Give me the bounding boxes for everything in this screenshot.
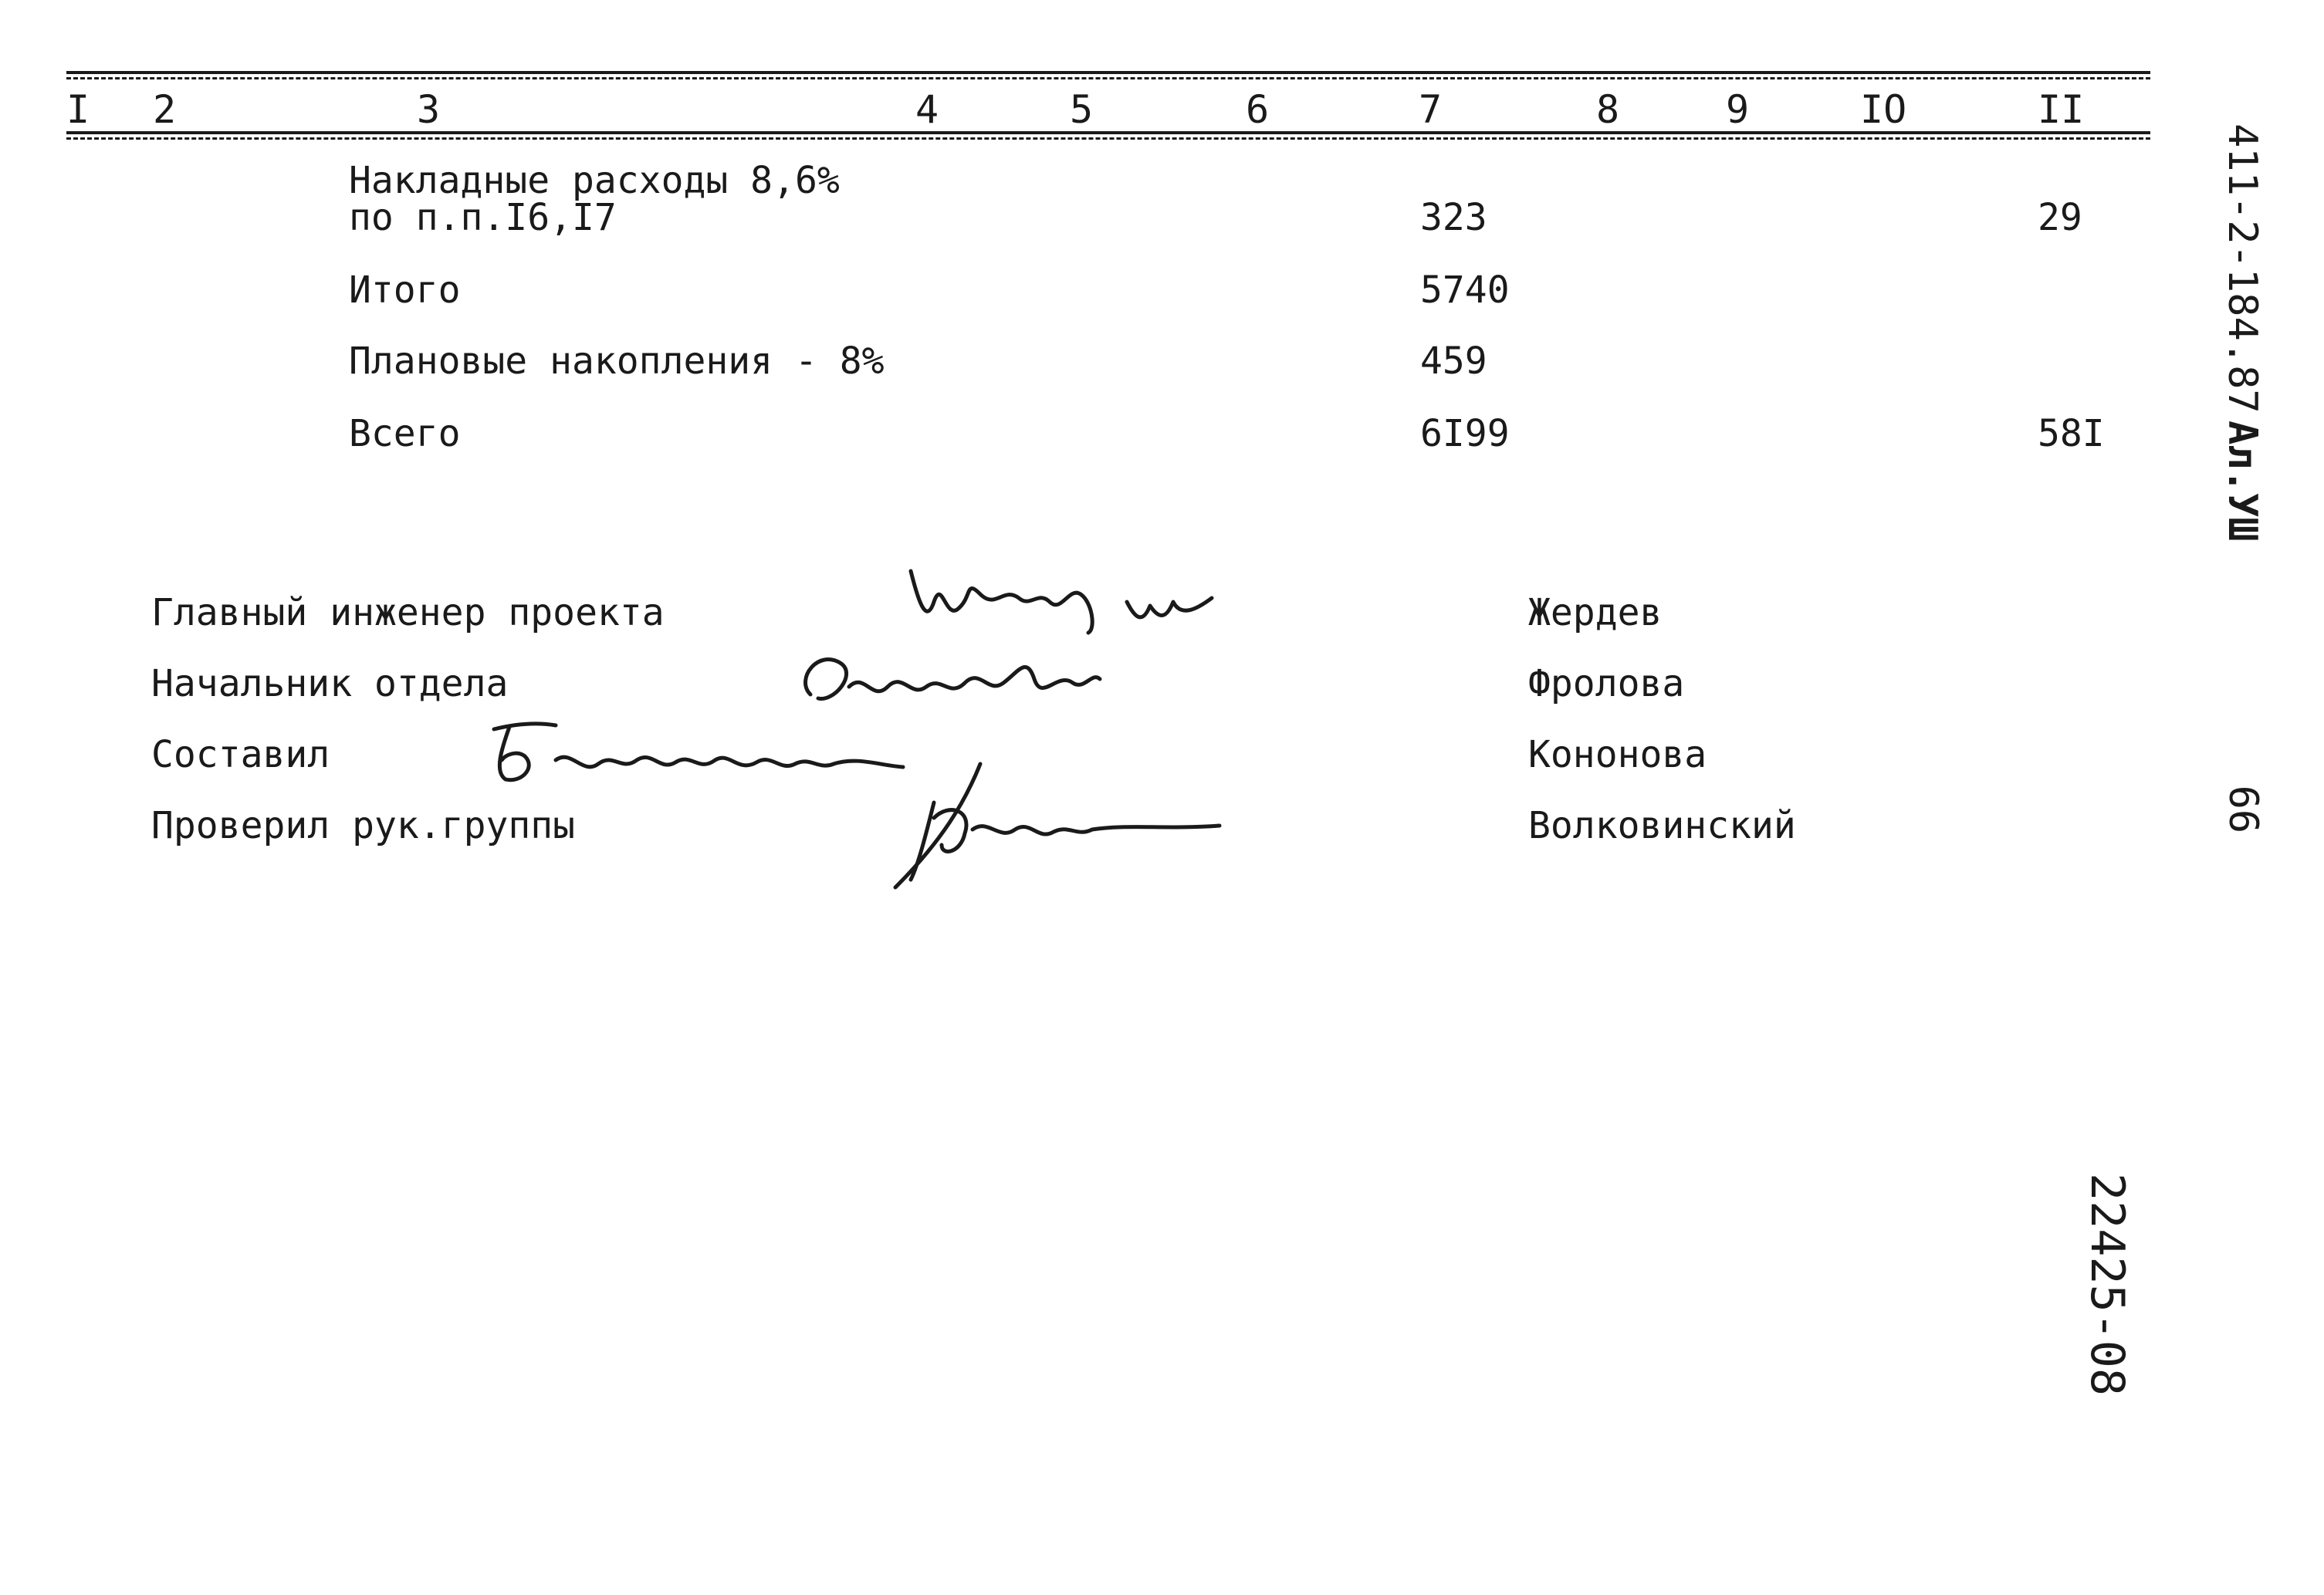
- signature-role-compiler: Составил: [151, 733, 330, 776]
- row-planned-savings-label: Плановые накопления - 8%: [349, 340, 885, 383]
- margin-album: Ал.УШ: [2219, 421, 2265, 542]
- col-header-10: IO: [1860, 87, 1907, 132]
- signature-name-compiler: Кононова: [1528, 733, 1707, 776]
- col-header-11: II: [2038, 87, 2085, 132]
- col-header-3: 3: [417, 87, 441, 132]
- col-header-2: 2: [153, 87, 177, 132]
- signature-name-department-head: Фролова: [1528, 662, 1685, 705]
- header-bottom-rule-wavy: [66, 137, 2150, 140]
- header-bottom-rule: [66, 131, 2150, 134]
- row-grand-total-col11: 58I: [2038, 412, 2105, 455]
- header-top-rule-wavy: [66, 77, 2150, 79]
- row-planned-savings-col7: 459: [1420, 340, 1487, 383]
- col-header-8: 8: [1596, 87, 1620, 132]
- handwritten-signature-group-checker: [888, 756, 1227, 895]
- margin-project-code: 411-2-184.87: [2219, 123, 2265, 414]
- row-total-col7: 5740: [1420, 269, 1510, 312]
- col-header-5: 5: [1070, 87, 1094, 132]
- col-header-6: 6: [1246, 87, 1270, 132]
- signature-role-department-head: Начальник отдела: [151, 662, 509, 705]
- row-total-label: Итого: [349, 269, 461, 312]
- row-overhead-col7: 323: [1420, 196, 1487, 239]
- row-overhead-col11: 29: [2038, 196, 2082, 239]
- col-header-1: I: [66, 87, 90, 132]
- handwritten-signature-compiler: [463, 710, 911, 795]
- margin-page-number: 99: [2223, 785, 2269, 833]
- signature-role-chief-engineer: Главный инженер проекта: [151, 591, 665, 634]
- row-overhead-label-line1: Накладные расходы 8,6%: [349, 159, 840, 202]
- row-grand-total-label: Всего: [349, 412, 461, 455]
- col-header-7: 7: [1419, 87, 1443, 132]
- signature-name-chief-engineer: Жердев: [1528, 591, 1663, 634]
- signature-name-group-checker: Волковинский: [1528, 804, 1796, 847]
- col-header-4: 4: [915, 87, 939, 132]
- handwritten-signature-chief-engineer: [903, 556, 1243, 648]
- col-header-9: 9: [1726, 87, 1750, 132]
- signature-role-group-checker: Проверил рук.группы: [151, 804, 576, 847]
- margin-inventory-number: 22425-08: [2080, 1173, 2134, 1396]
- row-grand-total-col7: 6I99: [1420, 412, 1510, 455]
- header-top-rule: [66, 71, 2150, 74]
- row-overhead-label-line2: по п.п.I6,I7: [349, 196, 617, 239]
